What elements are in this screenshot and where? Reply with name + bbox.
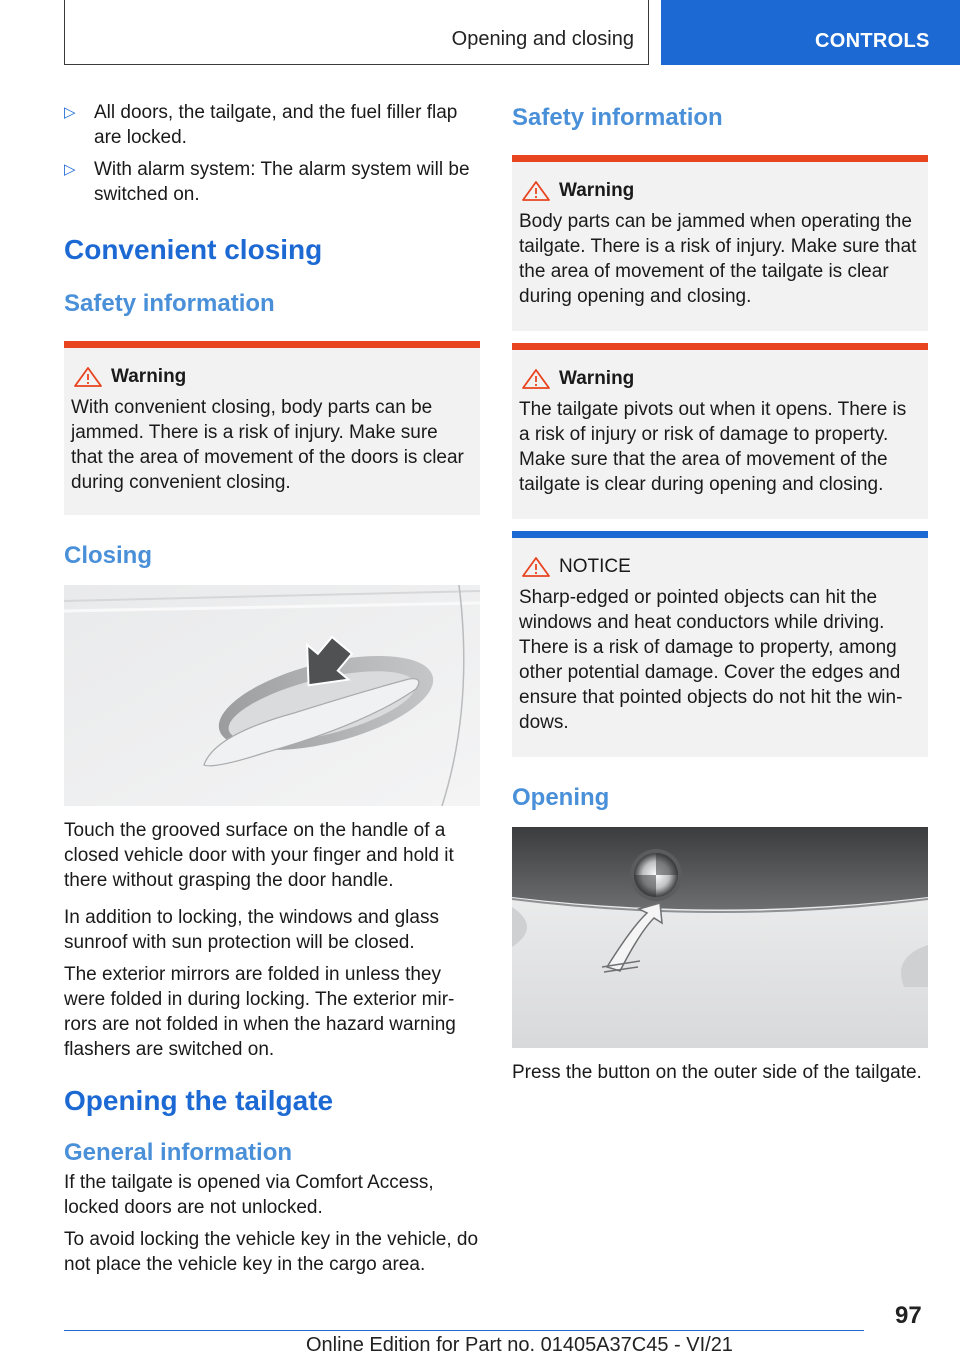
tailgate-button-illustration xyxy=(512,827,928,1048)
warning-callout-header xyxy=(519,366,921,391)
warning-callout-header xyxy=(71,364,473,389)
notice-title: NOTICE xyxy=(559,555,631,577)
heading-general-information: General information xyxy=(64,1139,293,1166)
page-number: 97 xyxy=(895,1302,922,1329)
list-item-text: All doors, the tailgate, and the fuel filler flap are locked. xyxy=(94,102,458,148)
heading-safety-information: Safety information xyxy=(512,104,723,131)
warning-title: Warning xyxy=(559,179,635,201)
left-column xyxy=(64,100,480,1284)
bullet-triangle-icon: ▷ xyxy=(64,161,76,178)
heading-opening-the-tailgate: Opening the tailgate xyxy=(64,1085,334,1116)
warning-triangle-icon xyxy=(73,366,103,388)
warning-triangle-icon xyxy=(521,368,551,390)
list-item-text: With alarm system: The alarm system will be switched on. xyxy=(94,159,470,205)
right-column xyxy=(512,100,928,1092)
paragraph: Touch the grooved surface on the handle of a closed vehicle door with your finger and hold it there without grasping the door handle. xyxy=(64,820,454,891)
heading-opening: Opening xyxy=(512,784,610,811)
notice-callout-header xyxy=(519,554,921,579)
paragraph: Press the button on the outer side of the tailgate. xyxy=(512,1062,922,1083)
warning-callout xyxy=(512,155,928,331)
paragraph: In addition to locking, the windows and glass sunroof with sun protection will be closed. xyxy=(64,907,439,953)
warning-callout xyxy=(64,341,480,515)
warning-body: With convenient closing, body parts can be jammed. There is a risk of injury. Make sure that the area of movement of the doors is clear during convenient closing. xyxy=(71,397,464,493)
warning-body: The tailgate pivots out when it opens. There is a risk of injury or risk of damage to property. Make sure that the area of movement of the tailgate is clear during opening and closing. xyxy=(519,399,907,495)
header-chapter-tab[interactable] xyxy=(661,0,960,65)
footer-edition: Online Edition for Part no. 01405A37C45 - VI/21 xyxy=(306,1334,733,1356)
tailgate-image xyxy=(512,827,928,1048)
header-chapter-label: CONTROLS xyxy=(815,30,930,52)
paragraph: The exterior mirrors are folded in unless they were folded in during locking. The exterior mir-rors are not folded in when the hazard warning flashers are switched on. xyxy=(64,964,456,1060)
paragraph: If the tailgate is opened via Comfort Access, locked doors are not unlocked. xyxy=(64,1172,434,1218)
warning-callout xyxy=(512,343,928,519)
footer-rule xyxy=(64,1330,864,1331)
warning-title: Warning xyxy=(111,365,187,387)
door-handle-illustration xyxy=(64,585,480,806)
door-handle-image xyxy=(64,585,480,806)
warning-body: Body parts can be jammed when operating the tailgate. There is a risk of injury. Make sure that the area of movement of the tailgate is clear during opening and closing. xyxy=(519,211,917,307)
heading-convenient-closing: Convenient closing xyxy=(64,234,323,265)
heading-safety-information: Safety information xyxy=(64,290,275,317)
warning-callout-header xyxy=(519,178,921,203)
bullet-triangle-icon: ▷ xyxy=(64,104,76,121)
warning-title: Warning xyxy=(559,367,635,389)
notice-body: Sharp-edged or pointed objects can hit the windows and heat conductors while driving. There is a risk of damage to property, among other potential damage. Cover the edges and ensure that pointed objects do not hit the win-dows. xyxy=(519,587,903,733)
notice-callout xyxy=(512,531,928,757)
list-item xyxy=(64,157,480,207)
paragraph: To avoid locking the vehicle key in the vehicle, do not place the vehicle key in the cargo area. xyxy=(64,1229,479,1275)
list-item xyxy=(64,100,480,150)
header-section-title: Opening and closing xyxy=(451,28,634,50)
notice-triangle-icon xyxy=(521,556,551,578)
warning-triangle-icon xyxy=(521,180,551,202)
header-section-box xyxy=(64,0,649,65)
heading-closing: Closing xyxy=(64,542,152,569)
